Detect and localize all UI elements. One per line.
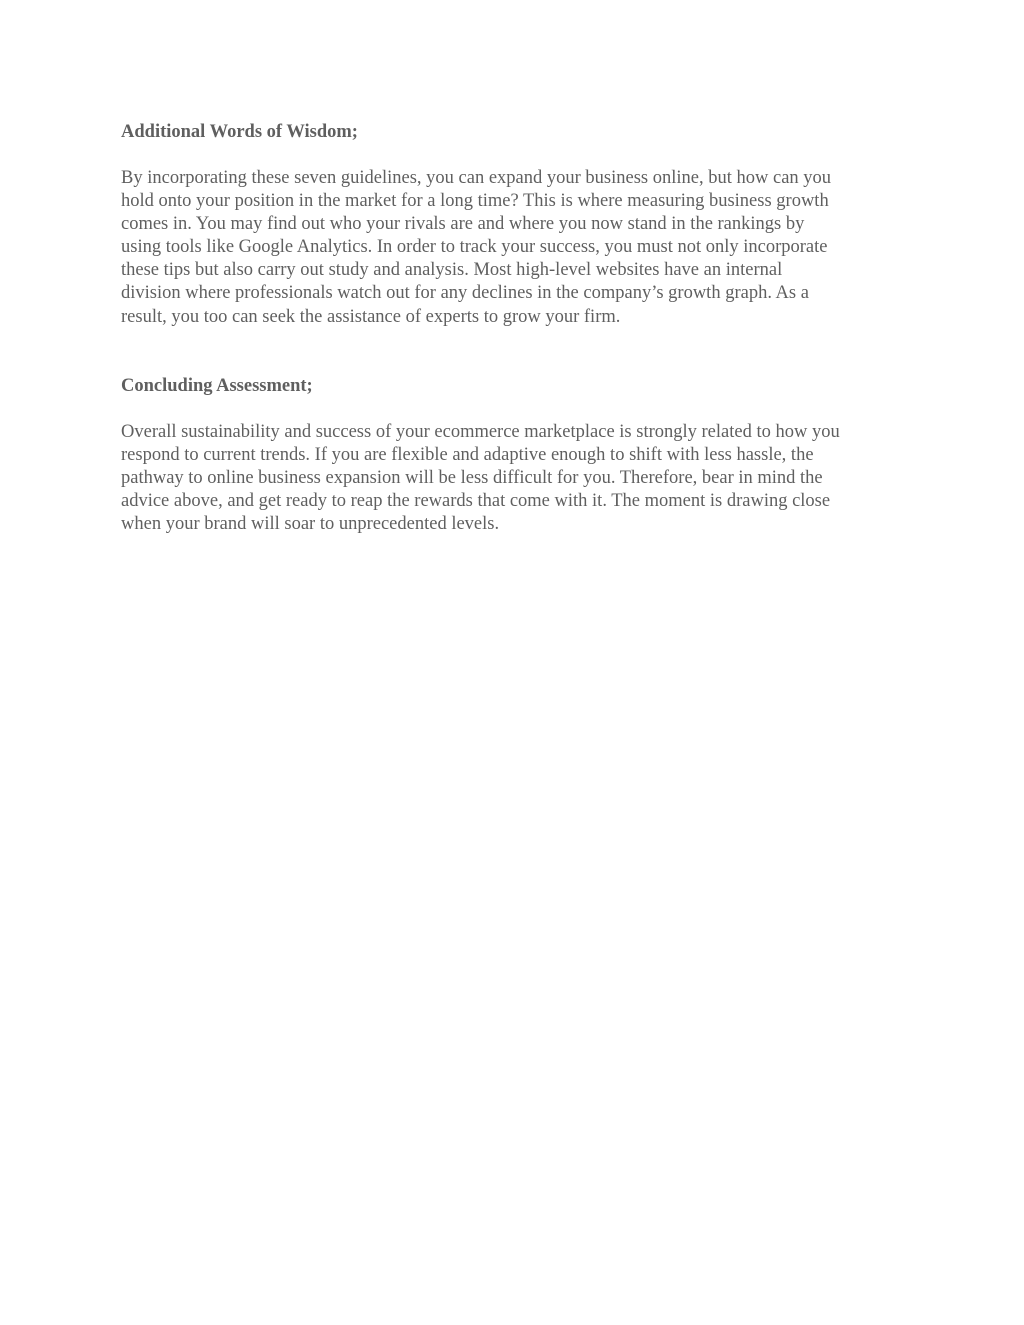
paragraph-line: division where professionals watch out for any declines in the company’s growth graph. As a <box>121 283 809 304</box>
paragraph-line: these tips but also carry out study and analysis. Most high-level websites have an internal <box>121 260 783 281</box>
paragraph-line: advice above, and get ready to reap the rewards that come with it. The moment is drawing close <box>121 491 831 512</box>
paragraph-line: hold onto your position in the market for a long time? This is where measuring business growth <box>121 191 829 212</box>
paragraph-line: comes in. You may find out who your rivals are and where you now stand in the rankings by <box>121 214 805 235</box>
paragraph-line: By incorporating these seven guidelines, you can expand your business online, but how can you <box>121 168 832 188</box>
paragraph-concluding-assessment <box>121 421 840 536</box>
paragraph-line: respond to current trends. If you are flexible and adaptive enough to shift with less hassle, the <box>121 445 814 466</box>
section-heading-concluding-assessment: Concluding Assessment; <box>121 376 313 396</box>
paragraph-line: result, you too can seek the assistance of experts to grow your firm. <box>121 306 621 327</box>
paragraph-additional-words <box>121 167 831 329</box>
paragraph-line: using tools like Google Analytics. In order to track your success, you must not only incorporate <box>121 237 828 258</box>
section-heading-additional-words: Additional Words of Wisdom; <box>121 122 358 142</box>
paragraph-line: when your brand will soar to unprecedented levels. <box>121 514 500 535</box>
paragraph-line: Overall sustainability and success of your ecommerce marketplace is strongly related to how you <box>121 422 840 442</box>
paragraph-line: pathway to online business expansion will be less difficult for you. Therefore, bear in mind the <box>121 468 823 489</box>
